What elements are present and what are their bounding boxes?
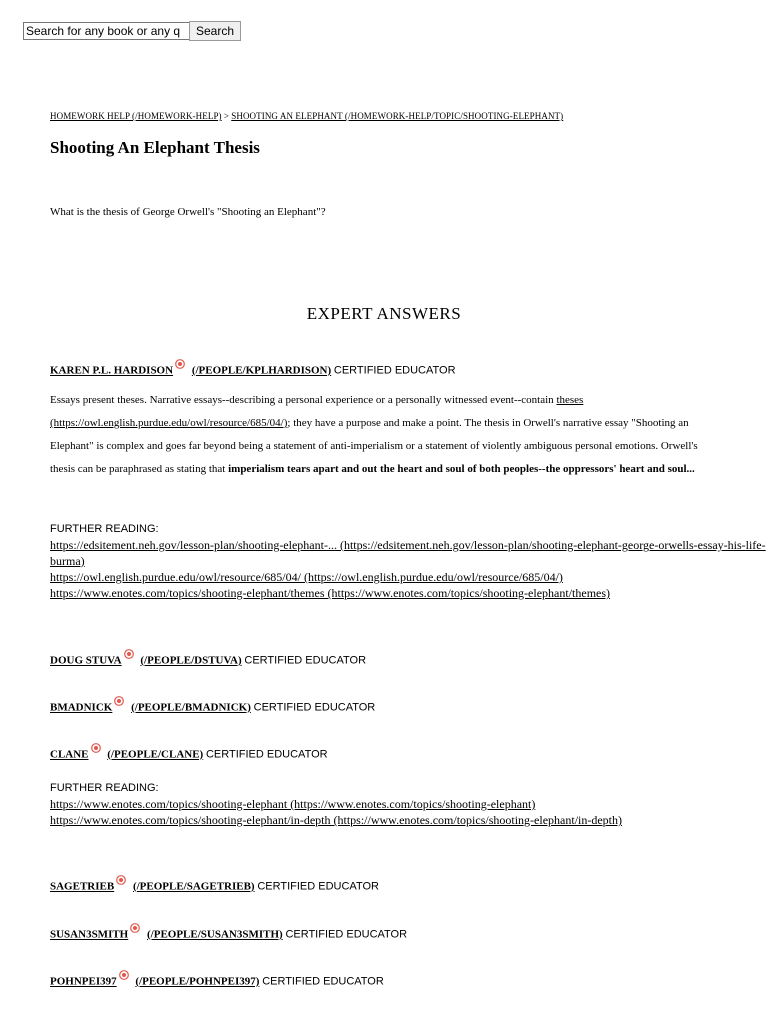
educator-name-link[interactable]: SAGETRIEB <box>50 880 115 893</box>
educator-profile-link[interactable]: (/PEOPLE/DSTUVA) <box>140 654 242 667</box>
answer-body <box>50 389 722 481</box>
educator-role: CERTIFIED EDUCATOR <box>285 928 408 941</box>
educator-role: CERTIFIED EDUCATOR <box>205 748 328 761</box>
educator-row <box>50 970 384 988</box>
educator-profile-link[interactable]: (/PEOPLE/SAGETRIEB) <box>132 880 255 893</box>
educator-row <box>50 696 375 714</box>
certified-badge-icon <box>116 875 126 885</box>
certified-badge-icon <box>130 923 140 933</box>
certified-badge-icon <box>124 649 134 659</box>
page-title: Shooting An Elephant Thesis <box>50 138 260 157</box>
answer-theses-url-link[interactable]: (https://owl.english.purdue.edu/owl/resource/685/04/) <box>50 417 288 429</box>
educator-role: CERTIFIED EDUCATOR <box>262 975 384 988</box>
educator-name-link[interactable]: BMADNICK <box>50 701 113 714</box>
breadcrumb-link-shooting-elephant[interactable]: SHOOTING AN ELEPHANT (/HOMEWORK-HELP/TOPIC/SHOOTING-ELEPHANT) <box>231 111 564 121</box>
educator-profile-link[interactable]: (/PEOPLE/BMADNICK) <box>131 701 251 714</box>
educator-name-link[interactable]: SUSAN3SMITH <box>50 928 129 941</box>
further-reading-link[interactable]: https://edsitement.neh.gov/lesson-plan/shooting-elephant-... (https://edsitement.neh.gov/lesson-plan/shooting-elephant-george-orwells-essay-his-life-burma) <box>50 538 766 568</box>
further-reading-section <box>50 780 622 828</box>
search-input[interactable] <box>23 22 191 40</box>
educator-role: CERTIFIED EDUCATOR <box>244 654 367 667</box>
breadcrumb-separator: > <box>223 111 229 121</box>
certified-badge-icon <box>119 970 129 980</box>
further-reading-link[interactable]: https://www.enotes.com/topics/shooting-elephant/in-depth (https://www.enotes.com/topics/shooting-elephant/in-depth) <box>50 813 623 827</box>
further-reading-link[interactable]: https://owl.english.purdue.edu/owl/resource/685/04/ (https://owl.english.purdue.edu/owl/resource/685/04/) <box>50 570 563 584</box>
breadcrumb-link-homework-help[interactable]: HOMEWORK HELP (/HOMEWORK-HELP) <box>50 111 222 121</box>
further-reading-link[interactable]: https://www.enotes.com/topics/shooting-elephant (https://www.enotes.com/topics/shooting-elephant) <box>50 797 536 811</box>
search-button[interactable]: Search <box>189 21 241 41</box>
further-reading-link[interactable]: https://www.enotes.com/topics/shooting-elephant/themes (https://www.enotes.com/topics/shooting-elephant/themes) <box>50 586 611 600</box>
answer-text-2: ; they have a purpose and make a point. The thesis in Orwell's narrative essay "Shooting an Elephant" is complex and goes far beyond being a statement of anti-imperialism or a statement of violently ambiguous personal emotions. Orwell's thesis can be paraphrased as stating that <box>50 417 698 475</box>
certified-badge-icon <box>114 696 124 706</box>
educator-role: CERTIFIED EDUCATOR <box>333 364 456 377</box>
educator-profile-link[interactable]: (/PEOPLE/KPLHARDISON) <box>191 364 332 377</box>
breadcrumb <box>50 111 563 121</box>
certified-badge-icon <box>91 743 101 753</box>
educator-role: CERTIFIED EDUCATOR <box>257 880 379 893</box>
answer-bold-text: imperialism tears apart and out the heart and soul of both peoples--the oppressors' heart and soul... <box>228 463 695 475</box>
educator-profile-link[interactable]: (/PEOPLE/SUSAN3SMITH) <box>147 928 283 941</box>
certified-badge-icon <box>175 359 185 369</box>
educator-name-link[interactable]: CLANE <box>50 748 89 761</box>
further-reading-label: FURTHER READING: <box>50 782 159 794</box>
educator-row <box>50 743 328 761</box>
educator-name-link[interactable]: DOUG STUVA <box>50 654 122 667</box>
educator-profile-link[interactable]: (/PEOPLE/POHNPEI397) <box>135 975 260 988</box>
answer-text-1: Essays present theses. Narrative essays--describing a personal experience or a personally witnessed event--contain <box>50 394 557 406</box>
educator-row <box>50 359 456 377</box>
educator-row <box>50 875 379 893</box>
educator-name-link[interactable]: KAREN P.L. HARDISON <box>50 364 174 377</box>
educator-name-link[interactable]: POHNPEI397 <box>50 975 117 988</box>
educator-role: CERTIFIED EDUCATOR <box>253 701 376 714</box>
answer-theses-link[interactable]: theses <box>556 394 584 406</box>
educator-row <box>50 649 366 667</box>
question-text: What is the thesis of George Orwell's "Shooting an Elephant"? <box>50 206 326 218</box>
further-reading-label: FURTHER READING: <box>50 523 159 535</box>
further-reading-section <box>50 521 768 601</box>
educator-profile-link[interactable]: (/PEOPLE/CLANE) <box>107 748 204 761</box>
expert-answers-heading: EXPERT ANSWERS <box>306 304 462 323</box>
educator-row <box>50 923 407 941</box>
